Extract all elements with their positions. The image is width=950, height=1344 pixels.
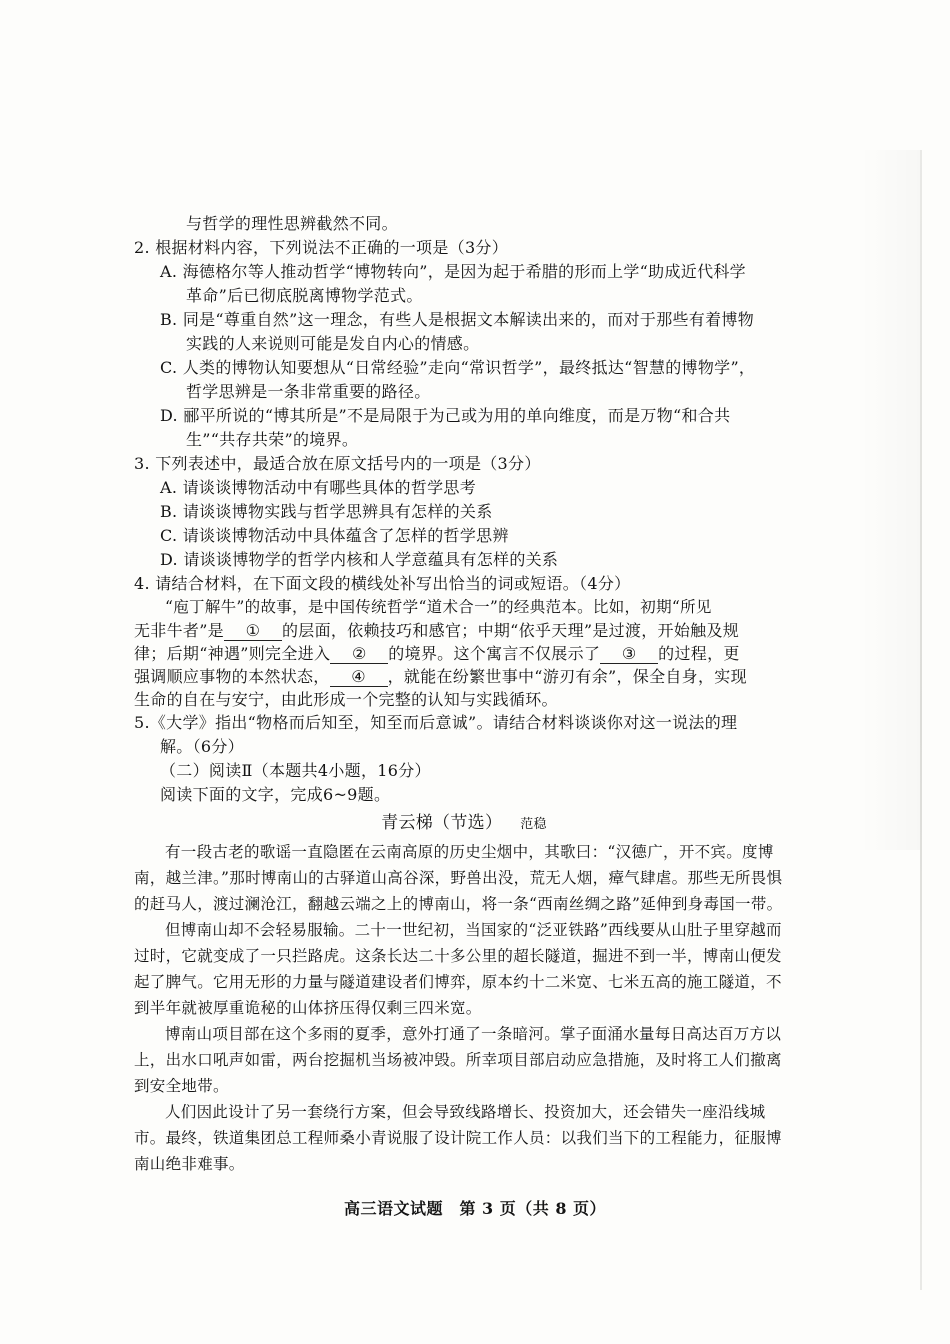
page-content (134, 212, 794, 1177)
q4-text: 强调顺应事物的本然状态， (134, 667, 330, 686)
blank-3[interactable]: ③ (600, 645, 658, 664)
q4-text: ，就能在纷繁世事中“游刃有余”，保全自身，实现 (387, 667, 747, 686)
q3-option-c: C. 请谈谈博物活动中具体蕴含了怎样的哲学思辨 (160, 526, 509, 545)
scan-edge-line (920, 150, 922, 1290)
article-paragraph-2: 但博南山却不会轻易服输。二十一世纪初，当国家的“泛亚铁路”西线要从山肚子里穿越而过时，它就变成了一只拦路虎。这条长达二十多公里的超长隧道，掘进不到一半，博南山便发起了脾气。它用无形的力量与隧道建设者们博弈，原本约十二米宽、七米五高的施工隧道，不到半年就被厚重诡秘的山体挤压得仅剩三四米宽。 (134, 921, 782, 1017)
article-paragraph-1: 有一段古老的歌谣一直隐匿在云南高原的历史尘烟中，其歌曰：“汉德广，开不宾。度博南，越兰津。”那时博南山的古驿道山高谷深，野兽出没，荒无人烟，瘴气肆虐。那些无所畏惧的赶马人，渡过澜沧江，翻越云端之上的博南山，将一条“西南丝绸之路”延伸到身毒国一带。 (134, 843, 783, 913)
q3-option-a: A. 请谈谈博物活动中有哪些具体的哲学思考 (160, 478, 477, 497)
q2-option-d-line2: 生”“共存共荣”的境界。 (186, 430, 359, 449)
question-5-line1: 5.《大学》指出“物格而后知至，知至而后意诚”。请结合材料谈谈你对这一说法的理 (134, 713, 738, 732)
q2-option-c-line2: 哲学思辨是一条非常重要的路径。 (186, 382, 431, 401)
q4-passage-line5: 生命的自在与安宁，由此形成一个完整的认知与实践循环。 (134, 690, 558, 709)
q2-option-d-line1: D. 郦平所说的“博其所是”不是局限于为己或为用的单向维度，而是万物“和合共 (160, 406, 731, 425)
q4-text: 律；后期“神遇”则完全进入 (134, 644, 331, 663)
page-footer: 高三语文试题 第 3 页（共 8 页） (343, 1199, 607, 1218)
lead-line: 与哲学的理性思辨截然不同。 (186, 214, 398, 233)
blank-2[interactable]: ② (330, 645, 388, 664)
q4-passage-line1: “庖丁解牛”的故事，是中国传统哲学“道术合一”的经典范本。比如，初期“所见 (165, 598, 712, 616)
q2-option-b-line2: 实践的人来说则可能是发自内心的情感。 (186, 334, 480, 353)
article-paragraph-4: 人们因此设计了另一套绕行方案，但会导致线路增长、投资加大，还会错失一座沿线城市。最终，铁道集团总工程师桑小青说服了设计院工作人员：以我们当下的工程能力，征服博南山绝非难事。 (134, 1103, 782, 1173)
q4-text: 的层面，依赖技巧和感官；中期“依乎天理”是过渡，开始触及规 (281, 621, 740, 640)
article-title-row (134, 811, 794, 837)
question-3 (134, 452, 794, 572)
section-2-instruction: 阅读下面的文字，完成6~9题。 (160, 785, 391, 804)
article-author: 范稳 (520, 817, 547, 832)
question-4 (134, 572, 794, 711)
q2-option-b-line1: B. 同是“尊重自然”这一理念，有些人是根据文本解读出来的，而对于那些有着博物 (160, 310, 754, 329)
scan-shadow (860, 150, 920, 850)
question-5 (134, 711, 794, 759)
article-paragraph-3: 博南山项目部在这个多雨的夏季，意外打通了一条暗河。掌子面涌水量每日高达百万方以上，出水口吼声如雷，两台挖掘机当场被冲毁。所幸项目部启动应急措施，及时将工人们撤离到安全地带。 (134, 1025, 782, 1095)
q2-option-c-line1: C. 人类的博物认知要想从“日常经验”走向“常识哲学”，最终抵达“智慧的博物学”， (160, 358, 756, 377)
question-2 (134, 236, 794, 452)
blank-1[interactable]: ① (224, 622, 282, 641)
question-3-stem: 3. 下列表述中，最适合放在原文括号内的一项是（3分） (134, 454, 541, 473)
q2-option-a-line2: 革命”后已彻底脱离博物学范式。 (186, 286, 423, 305)
q4-passage-line3 (134, 642, 794, 665)
question-4-stem: 4. 请结合材料，在下面文段的横线处补写出恰当的词或短语。（4分） (134, 574, 631, 593)
article-title: 青云梯（节选） (381, 813, 503, 833)
q2-option-a-line1: A. 海德格尔等人推动哲学“博物转向”，是因为起于希腊的形而上学“助成近代科学 (160, 262, 746, 281)
q4-passage-line4 (134, 665, 794, 688)
q4-passage-line2 (134, 619, 794, 642)
q4-text: 无非牛者”是 (134, 621, 224, 640)
section-2-heading: （二）阅读Ⅱ（本题共4小题，16分） (160, 761, 431, 780)
q3-option-b: B. 请谈谈博物实践与哲学思辨具有怎样的关系 (160, 502, 493, 521)
question-5-line2: 解。（6分） (160, 737, 244, 756)
question-2-stem: 2. 根据材料内容，下列说法不正确的一项是（3分） (134, 238, 509, 257)
q4-text: 的境界。这个寓言不仅展示了 (388, 644, 601, 663)
q3-option-d: D. 请谈谈博物学的哲学内核和人学意蕴具有怎样的关系 (160, 550, 559, 569)
q4-text: 的过程，更 (658, 644, 740, 663)
blank-4[interactable]: ④ (330, 668, 388, 687)
